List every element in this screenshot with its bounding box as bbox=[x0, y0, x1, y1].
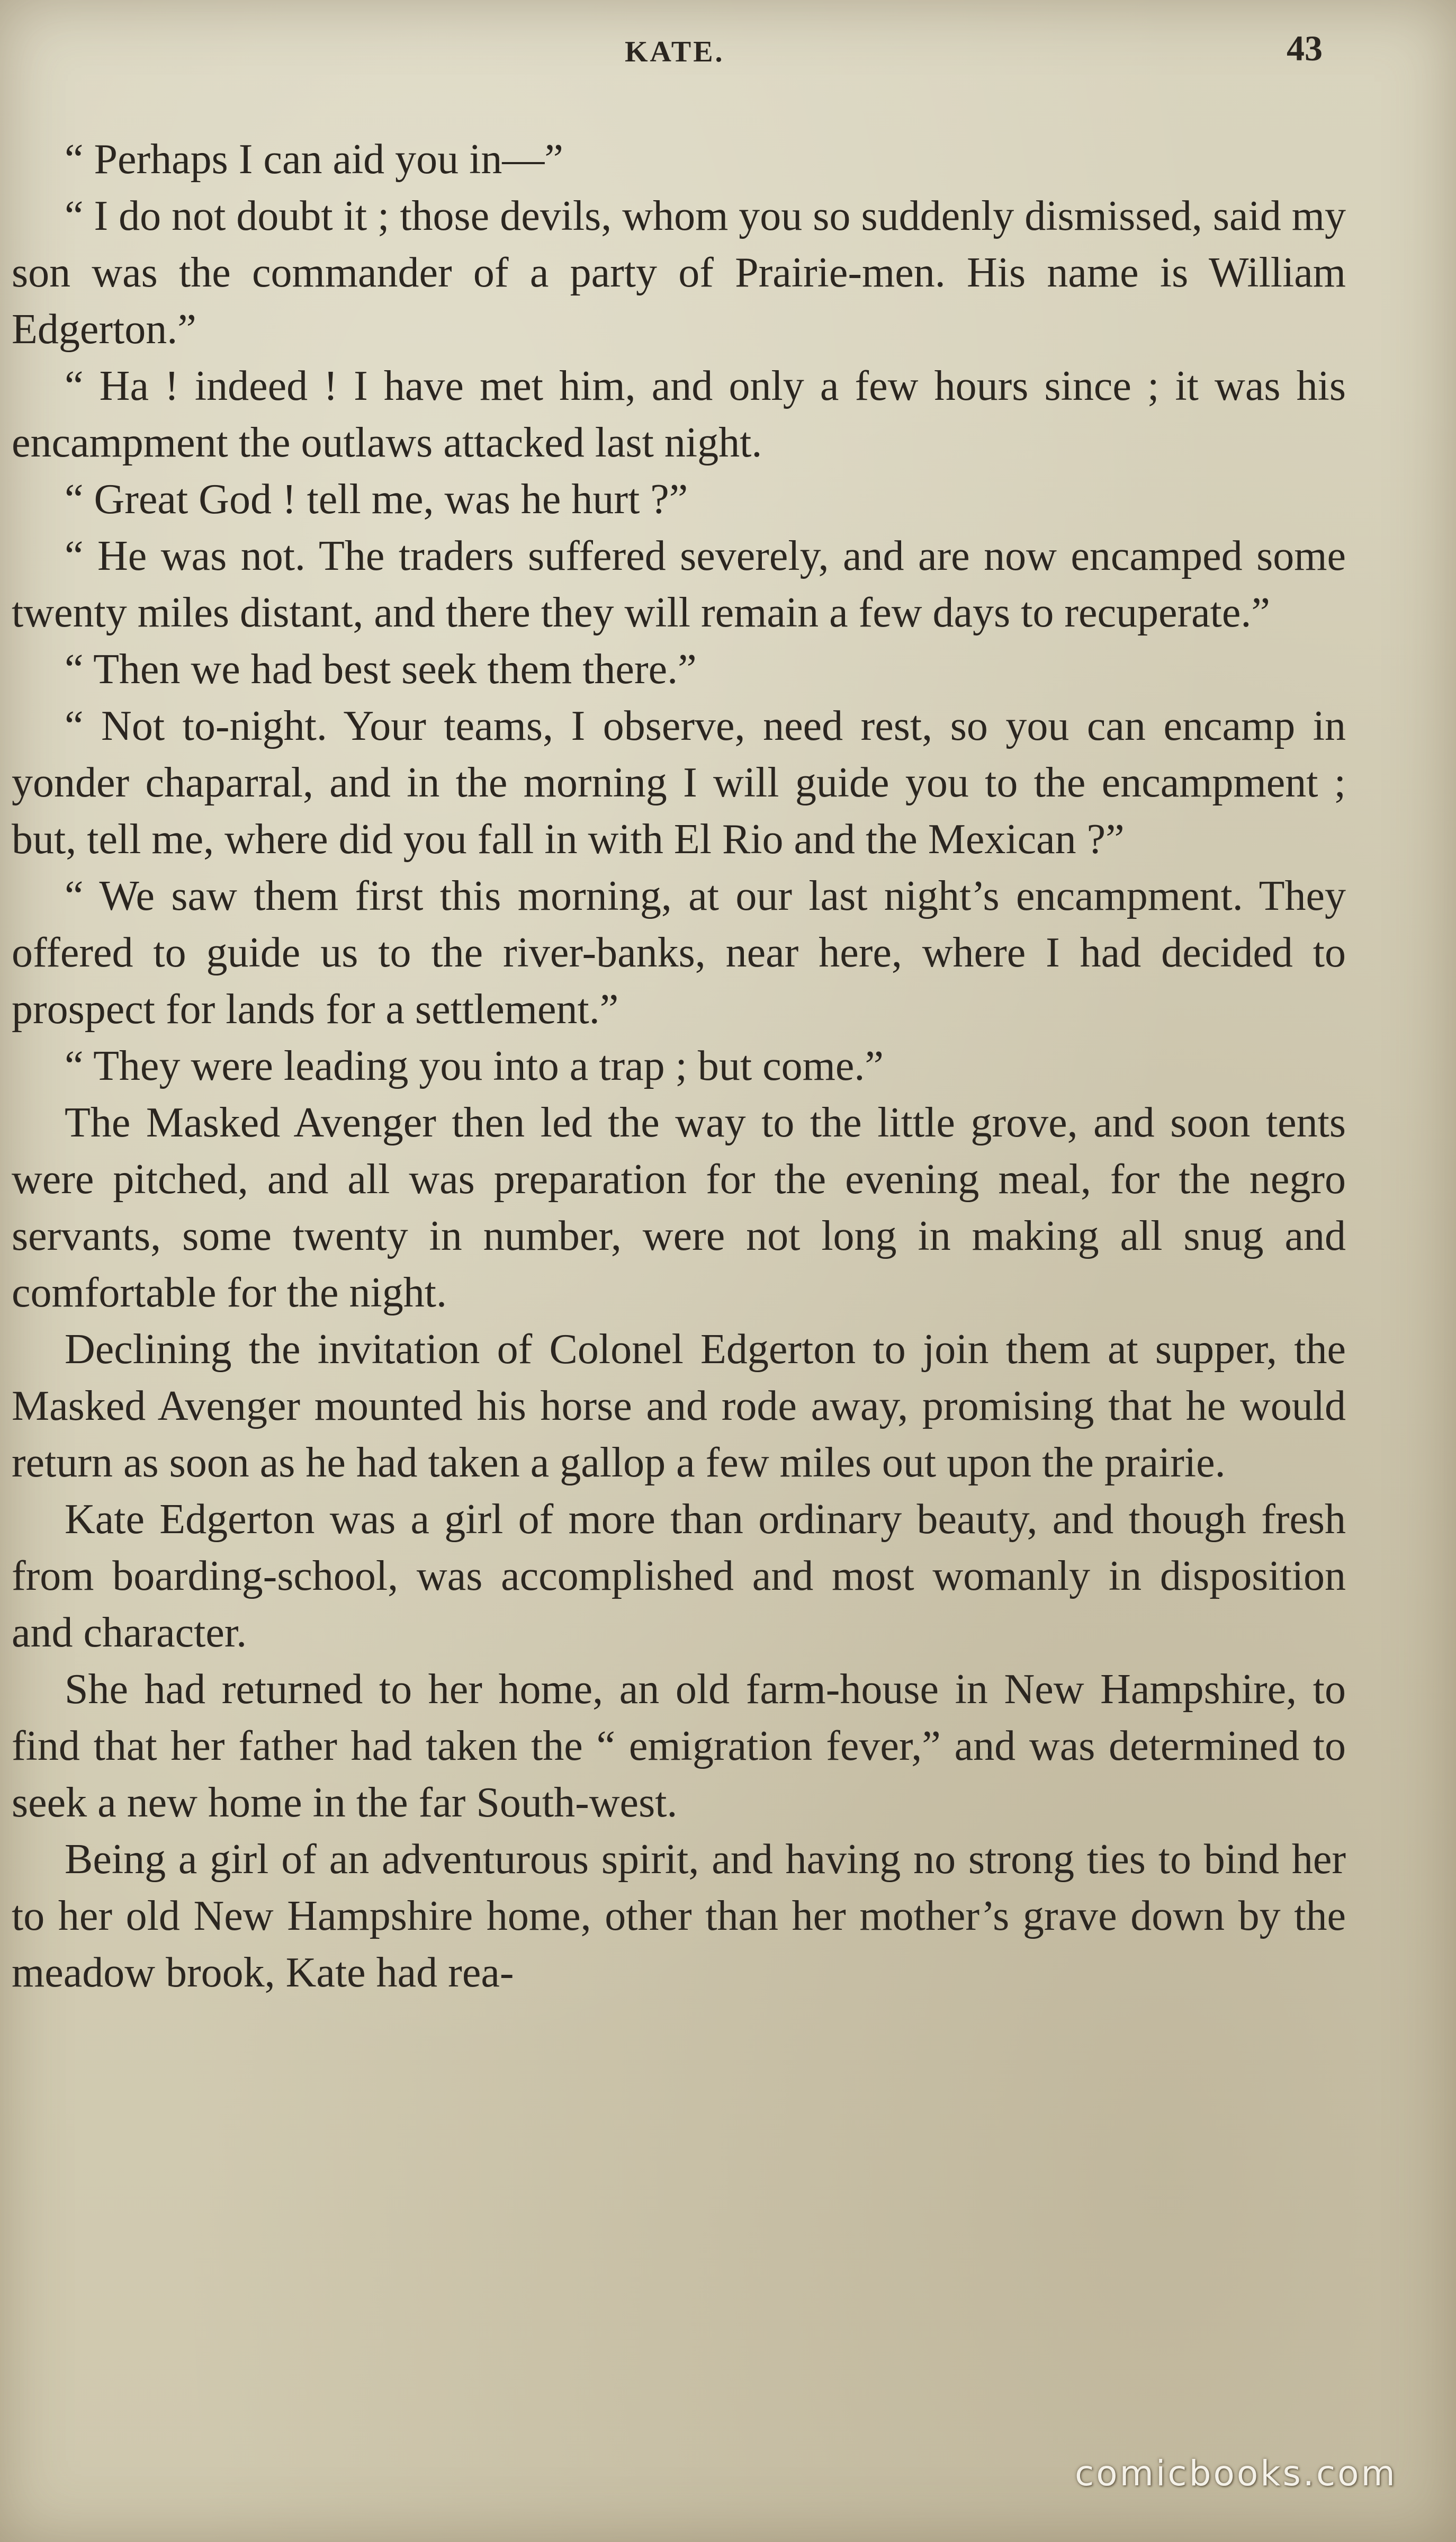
page-header bbox=[0, 28, 1456, 75]
paragraph: Being a girl of an adventurous spirit, and having no strong ties to bind her to her old New Hampshire home, other than her mother’s grave down by the meadow brook, Kate had rea- bbox=[12, 1836, 1346, 1996]
paragraph: “ Great God ! tell me, was he hurt ?” bbox=[65, 476, 688, 523]
paragraph: “ Not to-night. Your teams, I observe, need rest, so you can encamp in yonder chaparral, and in the morning I will guide you to the encampment ; but, tell me, where did you fall in with El Rio and the Mexican ?” bbox=[12, 703, 1346, 863]
watermark: comicbooks.com bbox=[1075, 2453, 1397, 2494]
page-number: 43 bbox=[1287, 28, 1323, 68]
paragraph: Kate Edgerton was a girl of more than ordinary beauty, and though fresh from boarding-school, was accomplished and most womanly in disposition and character. bbox=[12, 1496, 1346, 1656]
paragraph: “ Perhaps I can aid you in—” bbox=[65, 136, 563, 183]
paragraph: “ They were leading you into a trap ; but come.” bbox=[65, 1043, 884, 1089]
paragraph: The Masked Avenger then led the way to the little grove, and soon tents were pitched, and all was preparation for the evening meal, for the negro servants, some twenty in number, were not long in making all snug and comfortable for the night. bbox=[12, 1099, 1346, 1316]
paragraph: “ I do not doubt it ; those devils, whom you so suddenly dismissed, said my son was the commander of a party of Prairie-men. His name is William Edgerton.” bbox=[12, 193, 1346, 353]
paragraph: “ He was not. The traders suffered severely, and are now encamped some twenty miles distant, and there they will remain a few days to recuperate.” bbox=[12, 533, 1346, 636]
body-text bbox=[12, 131, 1346, 2001]
paragraph: Declining the invitation of Colonel Edgerton to join them at supper, the Masked Avenger mounted his horse and rode away, promising that he would return as soon as he had taken a gallop a few miles out upon the prairie. bbox=[12, 1326, 1346, 1486]
paragraph: She had returned to her home, an old farm-house in New Hampshire, to find that her father had taken the “ emigration fever,” and was determined to seek a new home in the far South-west. bbox=[12, 1666, 1346, 1826]
paragraph: “ We saw them first this morning, at our last night’s encampment. They offered to guide us to the river-banks, near here, where I had decided to prospect for lands for a settlement.” bbox=[12, 873, 1346, 1033]
paragraph: “ Then we had best seek them there.” bbox=[65, 646, 697, 693]
running-title: KATE. bbox=[625, 35, 725, 68]
paragraph: “ Ha ! indeed ! I have met him, and only a few hours since ; it was his encampment the outlaws attacked last night. bbox=[12, 363, 1346, 466]
